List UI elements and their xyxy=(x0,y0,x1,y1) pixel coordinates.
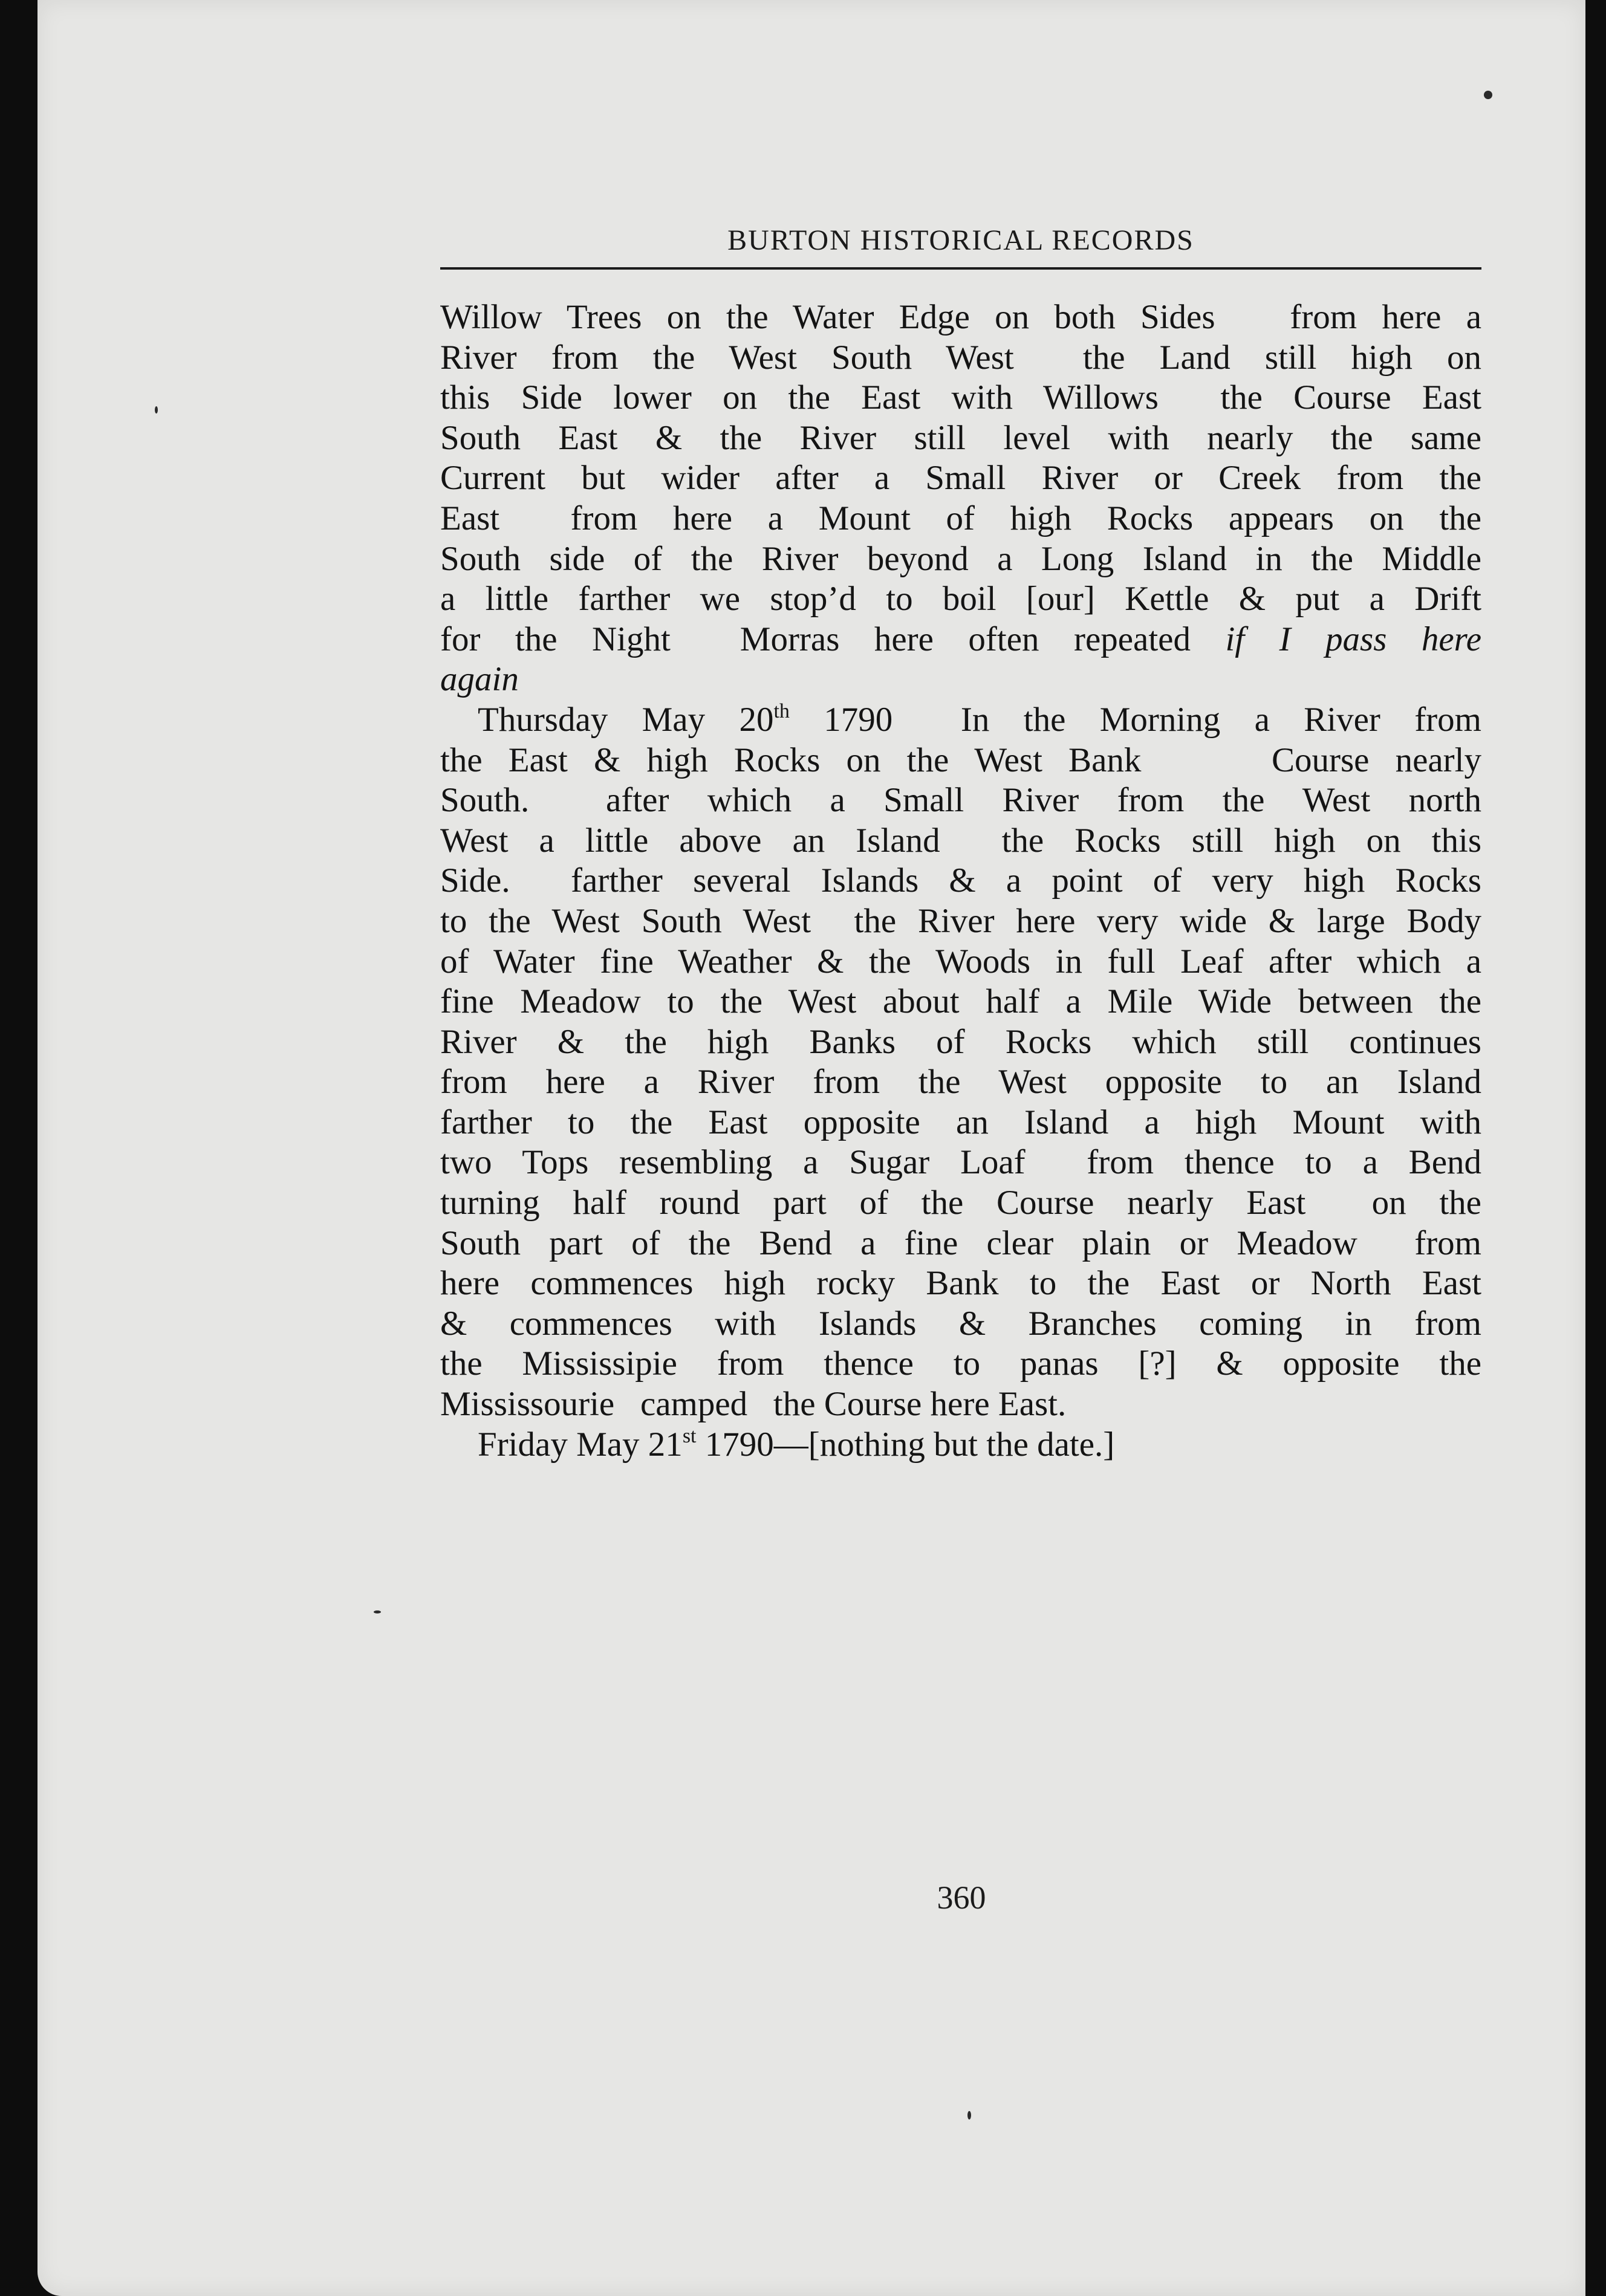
header-rule xyxy=(440,267,1481,270)
text-line: River & the high Banks of Rocks which still continues xyxy=(440,1022,1481,1061)
text-line: two Tops resembling a Sugar Loaf from thence to a Bend xyxy=(440,1143,1481,1182)
text-line: & commences with Islands & Branches coming in from xyxy=(440,1304,1481,1343)
italic-text: again xyxy=(440,660,519,699)
text-line: farther to the East opposite an Island a high Mount with xyxy=(440,1103,1481,1141)
text-line: the Mississipie from thence to panas [?] & opposite the xyxy=(440,1344,1481,1383)
line-text: for the Night Morras here often repeated xyxy=(440,620,1226,658)
text-line: Willow Trees on the Water Edge on both Sides from here a xyxy=(440,298,1481,336)
text-line: of Water fine Weather & the Woods in full Leaf after which a xyxy=(440,942,1481,981)
text-line: turning half round part of the Course nearly East on the xyxy=(440,1184,1481,1222)
text-line: here commences high rocky Bank to the East or North East xyxy=(440,1264,1481,1303)
page-number: 360 xyxy=(937,1879,986,1916)
superscript: st xyxy=(682,1424,697,1447)
ink-speck xyxy=(1484,91,1492,99)
text-line: Side. farther several Islands & a point of very high Rocks xyxy=(440,861,1481,900)
text-line xyxy=(440,700,1481,741)
text-line xyxy=(440,620,1481,660)
text-line: this Side lower on the East with Willows the Course East xyxy=(440,378,1481,417)
text-line: the East & high Rocks on the West Bank Course nearly xyxy=(440,741,1481,779)
text-line: South side of the River beyond a Long Island in the Middle xyxy=(440,539,1481,578)
text-line: South. after which a Small River from the West north xyxy=(440,781,1481,820)
italic-text: if I pass here xyxy=(1225,620,1481,658)
superscript: th xyxy=(773,699,790,722)
text-line: Current but wider after a Small River or Creek from the xyxy=(440,459,1481,498)
line-text: 1790 In the Morning a River from xyxy=(789,700,1481,739)
running-head: BURTON HISTORICAL RECORDS xyxy=(727,224,1194,256)
text-line xyxy=(440,1425,1481,1465)
line-text: Thursday May 20 xyxy=(478,700,774,739)
text-line: fine Meadow to the West about half a Mile Wide between the xyxy=(440,982,1481,1021)
ink-speck xyxy=(374,1610,381,1613)
line-text: Friday May 21 xyxy=(478,1425,683,1464)
text-line: River from the West South West the Land still high on xyxy=(440,338,1481,377)
text-line: South part of the Bend a fine clear plain or Meadow from xyxy=(440,1224,1481,1262)
text-line: from here a River from the West opposite to an Island xyxy=(440,1063,1481,1101)
text-line xyxy=(440,660,1481,700)
line-text: 1790—[nothing but the date.] xyxy=(696,1425,1115,1464)
text-line: West a little above an Island the Rocks still high on this xyxy=(440,821,1481,860)
ink-speck xyxy=(967,2111,971,2119)
text-line: to the West South West the River here very wide & large Body xyxy=(440,901,1481,940)
text-line: Mississourie camped the Course here East. xyxy=(440,1385,1067,1424)
text-line: East from here a Mount of high Rocks appears on the xyxy=(440,499,1481,537)
text-line: South East & the River still level with nearly the same xyxy=(440,418,1481,457)
body-text xyxy=(440,297,1481,1465)
text-line: a little farther we stop’d to boil [our] Kettle & put a Drift xyxy=(440,580,1481,618)
ink-speck xyxy=(155,406,158,413)
